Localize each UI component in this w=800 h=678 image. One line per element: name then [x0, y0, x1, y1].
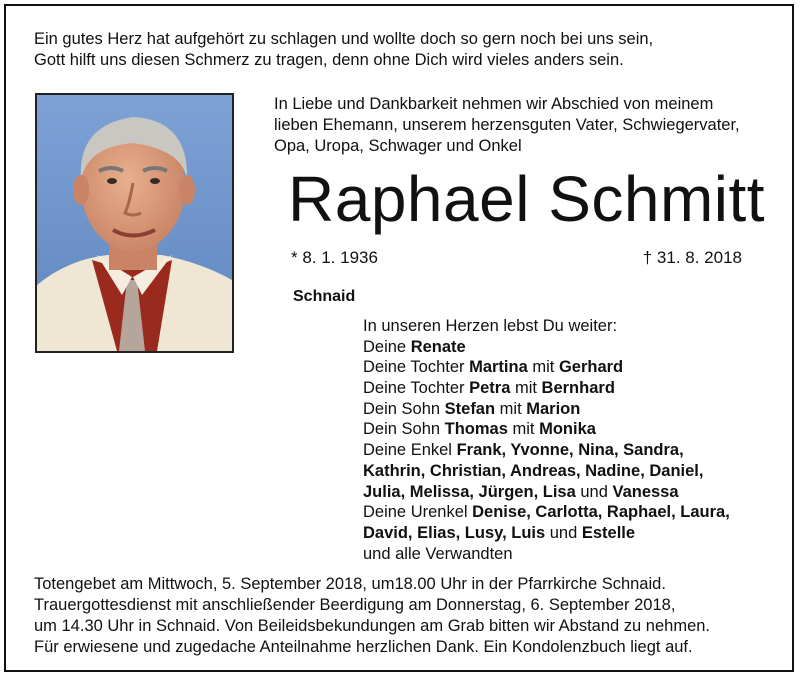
mourners-closing: und alle Verwandten	[363, 544, 513, 563]
service-line: Für erwiesene und zugedache Anteilnahme herzlichen Dank. Ein Kondolenzbuch liegt auf.	[34, 638, 693, 656]
mourners-opening: In unseren Herzen lebst Du weiter:	[363, 317, 618, 335]
service-details	[34, 574, 710, 658]
service-line: Trauergottesdienst mit anschließender Beerdigung am Donnerstag, 6. September 2018,	[34, 596, 676, 614]
mourner-line: Dein Sohn Stefan mit Marion	[363, 399, 581, 418]
mourners-list	[363, 316, 730, 564]
mourner-line: Deine Urenkel Denise, Carlotta, Raphael, Laura,	[363, 503, 730, 522]
portrait-photo	[35, 93, 234, 353]
farewell-intro	[274, 94, 740, 157]
motto-verse	[34, 29, 653, 71]
hometown: Schnaid	[293, 288, 356, 305]
mourner-line: Deine Enkel Frank, Yvonne, Nina, Sandra,	[363, 441, 684, 460]
service-line: um 14.30 Uhr in Schnaid. Von Beileidsbekundungen am Grab bitten wir Abstand zu nehmen.	[34, 617, 711, 635]
deceased-name: Raphael Schmitt	[288, 163, 766, 235]
mourner-line: Deine Tochter Martina mit Gerhard	[363, 358, 624, 377]
intro-line: In Liebe und Dankbarkeit nehmen wir Abschied von meinem	[274, 95, 714, 113]
motto-line: Ein gutes Herz hat aufgehört zu schlagen und wollte doch so gern noch bei uns sein,	[34, 30, 654, 48]
mourner-line: Deine Renate	[363, 337, 466, 356]
mourner-line: Deine Tochter Petra mit Bernhard	[363, 379, 615, 398]
service-line: Totengebet am Mittwoch, 5. September 2018, um18.00 Uhr in der Pfarrkirche Schnaid.	[34, 575, 666, 593]
motto-line: Gott hilft uns diesen Schmerz zu tragen, denn ohne Dich wird vieles anders sein.	[34, 51, 624, 69]
death-date: † 31. 8. 2018	[642, 248, 742, 267]
mourner-line: Julia, Melissa, Jürgen, Lisa und Vanessa	[363, 482, 679, 501]
mourner-line: Dein Sohn Thomas mit Monika	[363, 420, 596, 439]
intro-line: Opa, Uropa, Schwager und Onkel	[274, 137, 522, 155]
portrait-illustration	[37, 95, 232, 351]
intro-line: lieben Ehemann, unserem herzensguten Vater, Schwiegervater,	[274, 116, 740, 134]
mourner-line: Kathrin, Christian, Andreas, Nadine, Daniel,	[363, 461, 704, 480]
mourner-line: David, Elias, Lusy, Luis und Estelle	[363, 523, 636, 542]
birth-date: * 8. 1. 1936	[291, 248, 378, 267]
